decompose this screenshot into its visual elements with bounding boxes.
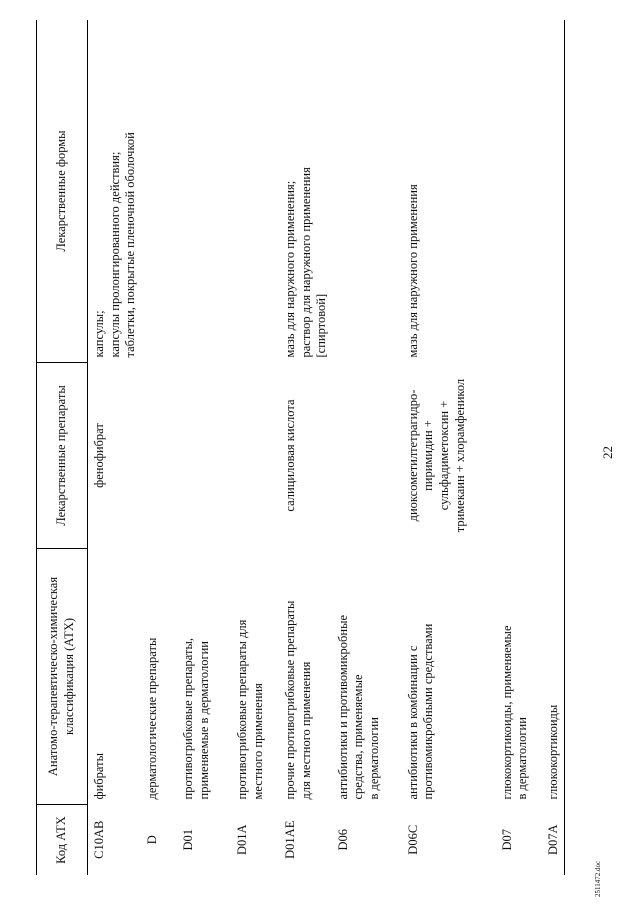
atc-code: D [144, 835, 159, 845]
atc-classification [543, 549, 565, 805]
atc-classification-line: применяемые в дерматологии [196, 641, 211, 800]
drug-name-line: пиримидин + [421, 420, 436, 491]
page-number: 22 [600, 446, 615, 459]
table-row [403, 20, 497, 875]
atc-classification [333, 549, 403, 805]
atc-classification [88, 549, 142, 805]
drug-name-line: тримекаин + хлорамфеникол [452, 378, 467, 533]
dosage-forms [178, 20, 232, 363]
drug-name [280, 363, 333, 549]
table-row [543, 20, 565, 875]
atc-classification-line: средства, применяемые [351, 674, 366, 800]
atc-code: D01AE [282, 820, 297, 859]
atc-table [36, 20, 565, 875]
drug-name-line: сульфадиметоксин + [437, 400, 451, 511]
atc-code: D06C [405, 824, 420, 855]
atc-classification [142, 549, 178, 805]
atc-code: C10AB [92, 820, 106, 859]
atc-classification-line: противомикробными средствами [421, 623, 436, 800]
drug-name [543, 363, 565, 549]
table-body [88, 20, 565, 875]
dosage-forms [497, 20, 543, 363]
dosage-forms-line: мазь для наружного применения [405, 184, 420, 358]
table-row [142, 20, 178, 875]
header-drugs: Лекарственные препараты [37, 363, 88, 549]
atc-code: D07 [499, 828, 514, 851]
header-classification: Анатомо-терапевтическо-химическая классификация (АТХ) [37, 549, 88, 805]
atc-classification-line: глюкокортикоиды, применяемые [499, 625, 514, 800]
atc-classification [280, 549, 333, 805]
table-row [88, 20, 142, 875]
atc-classification-line: для местного применения [298, 661, 313, 800]
atc-code: D06 [335, 828, 350, 851]
drug-name [403, 363, 497, 549]
atc-classification-line: в дерматологии [515, 717, 530, 800]
dosage-forms-line: капсулы пролонгированного действия; [107, 151, 122, 358]
dosage-forms-line: таблетки, покрытые пленочной оболочкой [123, 132, 138, 358]
table-row [333, 20, 403, 875]
drug-name-line: фенофибрат [92, 423, 106, 488]
dosage-forms-line: раствор для наружного применения [298, 167, 313, 358]
dosage-forms [88, 20, 142, 363]
drug-name [333, 363, 403, 549]
drug-name [88, 363, 142, 549]
atc-classification-line: прочие противогрибковые препараты [282, 600, 297, 800]
atc-classification [178, 549, 232, 805]
atc-classification-line: дерматологические препараты [144, 637, 159, 800]
atc-classification-line: фибраты [92, 753, 106, 800]
atc-classification-line: в дерматологии [367, 717, 381, 800]
dosage-forms [280, 20, 333, 363]
dosage-forms-line: капсулы; [92, 310, 106, 358]
drug-name [232, 363, 280, 549]
footer-filename: 2511472.doc [594, 860, 602, 897]
drug-name-line: диоксометилтетрагидро- [405, 389, 420, 522]
dosage-forms [232, 20, 280, 363]
drug-name [497, 363, 543, 549]
header-code: Код АТХ [37, 805, 88, 876]
atc-code: D01 [180, 828, 195, 851]
atc-code: D01A [234, 824, 249, 856]
header-forms: Лекарственные формы [37, 20, 88, 363]
table-header-row [37, 20, 88, 875]
atc-classification-line: антибиотики и противомикробные [335, 614, 350, 800]
table-row [497, 20, 543, 875]
atc-classification [403, 549, 497, 805]
atc-code: D07A [543, 805, 565, 876]
atc-classification-line: местного применения [250, 683, 265, 800]
atc-classification-line: противогрибковые препараты для [234, 619, 249, 800]
dosage-forms [543, 20, 565, 363]
dosage-forms [333, 20, 403, 363]
drug-name-line: салициловая кислота [282, 399, 297, 512]
atc-classification [497, 549, 543, 805]
table-row [178, 20, 232, 875]
dosage-forms-line: [спиртовой] [314, 293, 329, 358]
atc-classification-line: антибиотики в комбинации с [405, 645, 420, 800]
table-row [232, 20, 280, 875]
drug-name [178, 363, 232, 549]
dosage-forms [142, 20, 178, 363]
atc-classification-line: глюкокортикоиды [545, 704, 560, 800]
dosage-forms-line: мазь для наружного применения; [282, 180, 297, 358]
drug-name [142, 363, 178, 549]
atc-classification-line: противогрибковые препараты, [180, 637, 195, 800]
dosage-forms [403, 20, 497, 363]
atc-classification [232, 549, 280, 805]
table-row [280, 20, 333, 875]
